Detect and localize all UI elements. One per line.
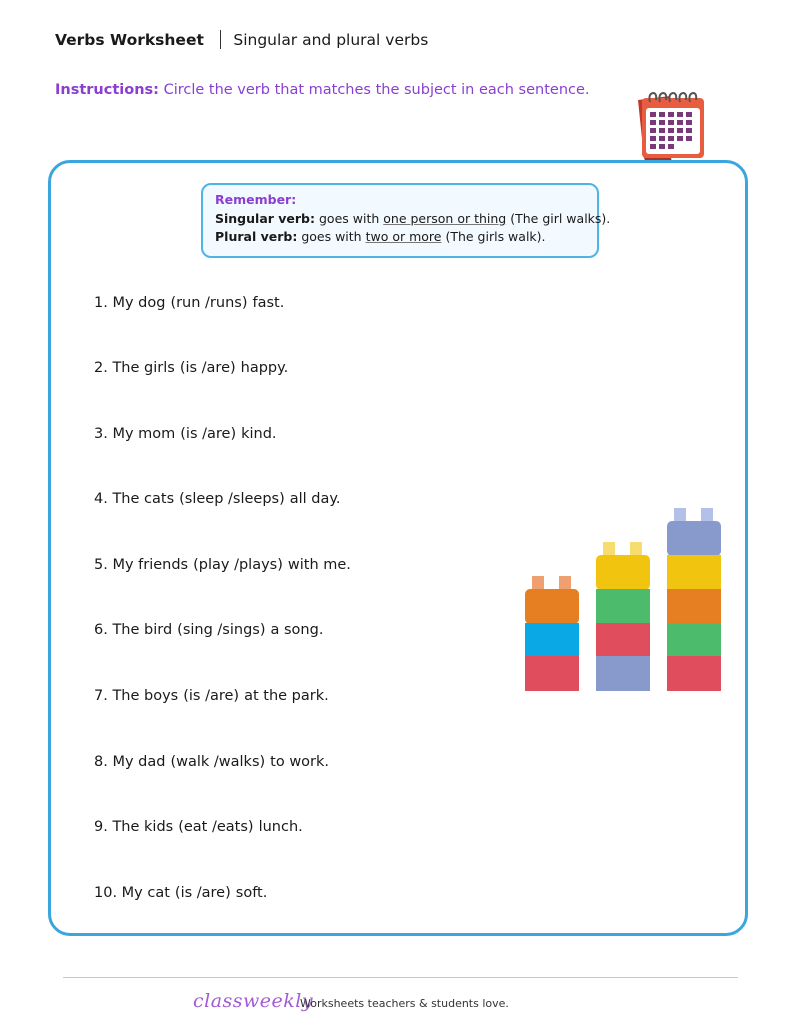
plural-key: two or more — [365, 229, 442, 244]
question-ending: with me. — [287, 557, 351, 573]
singular-label: Singular verb: — [215, 211, 316, 226]
worksheet-header — [55, 30, 428, 49]
question-ending: happy. — [240, 360, 289, 376]
question-subject: 8. My dad — [94, 754, 166, 770]
question-10 — [94, 885, 267, 901]
question-subject: 10. My cat — [94, 885, 170, 901]
plural-example: (The girls walk). — [445, 229, 546, 244]
question-ending: fast. — [252, 295, 285, 311]
verb-options[interactable]: (play /plays) — [193, 557, 283, 573]
question-subject: 2. The girls — [94, 360, 175, 376]
question-ending: at the park. — [244, 688, 329, 704]
question-subject: 9. The kids — [94, 819, 174, 835]
question-ending: a song. — [270, 622, 324, 638]
instructions-text: Circle the verb that matches the subject in each sentence. — [163, 82, 590, 98]
singular-key: one person or thing — [383, 211, 507, 226]
worksheet-subtitle: Singular and plural verbs — [233, 30, 429, 49]
question-8 — [94, 754, 329, 770]
brand-logo: classweekly — [193, 990, 314, 1012]
remember-title: Remember: — [215, 192, 297, 207]
verb-options[interactable]: (is /are) — [180, 426, 237, 442]
calendar-icon — [630, 88, 712, 164]
plural-pre: goes with — [301, 229, 362, 244]
singular-pre: goes with — [319, 211, 380, 226]
question-subject: 5. My friends — [94, 557, 189, 573]
plural-rule — [215, 229, 585, 244]
question-subject: 7. The boys — [94, 688, 179, 704]
verb-options[interactable]: (sing /sings) — [177, 622, 266, 638]
question-subject: 1. My dog — [94, 295, 166, 311]
question-6 — [94, 622, 323, 638]
instructions-label: Instructions: — [55, 82, 159, 98]
question-ending: soft. — [235, 885, 268, 901]
question-ending: lunch. — [258, 819, 303, 835]
question-ending: kind. — [241, 426, 277, 442]
question-7 — [94, 688, 329, 704]
question-9 — [94, 819, 303, 835]
verb-options[interactable]: (sleep /sleeps) — [179, 491, 285, 507]
remember-box — [201, 183, 611, 258]
question-1 — [94, 295, 284, 311]
footer-tagline: Worksheets teachers & students love. — [300, 997, 509, 1010]
singular-rule — [215, 211, 611, 226]
question-subject: 6. The bird — [94, 622, 173, 638]
stacking-blocks-icon — [520, 505, 730, 695]
footer-divider — [63, 977, 738, 978]
verb-options[interactable]: (is /are) — [174, 885, 231, 901]
question-ending: to work. — [270, 754, 330, 770]
worksheet-title: Verbs Worksheet — [55, 30, 204, 49]
question-subject: 4. The cats — [94, 491, 175, 507]
question-subject: 3. My mom — [94, 426, 176, 442]
verb-options[interactable]: (run /runs) — [170, 295, 248, 311]
question-ending: all day. — [289, 491, 341, 507]
question-4 — [94, 491, 341, 507]
verb-options[interactable]: (eat /eats) — [178, 819, 254, 835]
plural-label: Plural verb: — [215, 229, 298, 244]
question-3 — [94, 426, 277, 442]
verb-options[interactable]: (is /are) — [183, 688, 240, 704]
verb-options[interactable]: (walk /walks) — [170, 754, 266, 770]
question-5 — [94, 557, 351, 573]
instructions — [55, 82, 590, 98]
header-separator — [220, 30, 222, 49]
singular-example: (The girl walks). — [510, 211, 611, 226]
verb-options[interactable]: (is /are) — [179, 360, 236, 376]
question-2 — [94, 360, 288, 376]
